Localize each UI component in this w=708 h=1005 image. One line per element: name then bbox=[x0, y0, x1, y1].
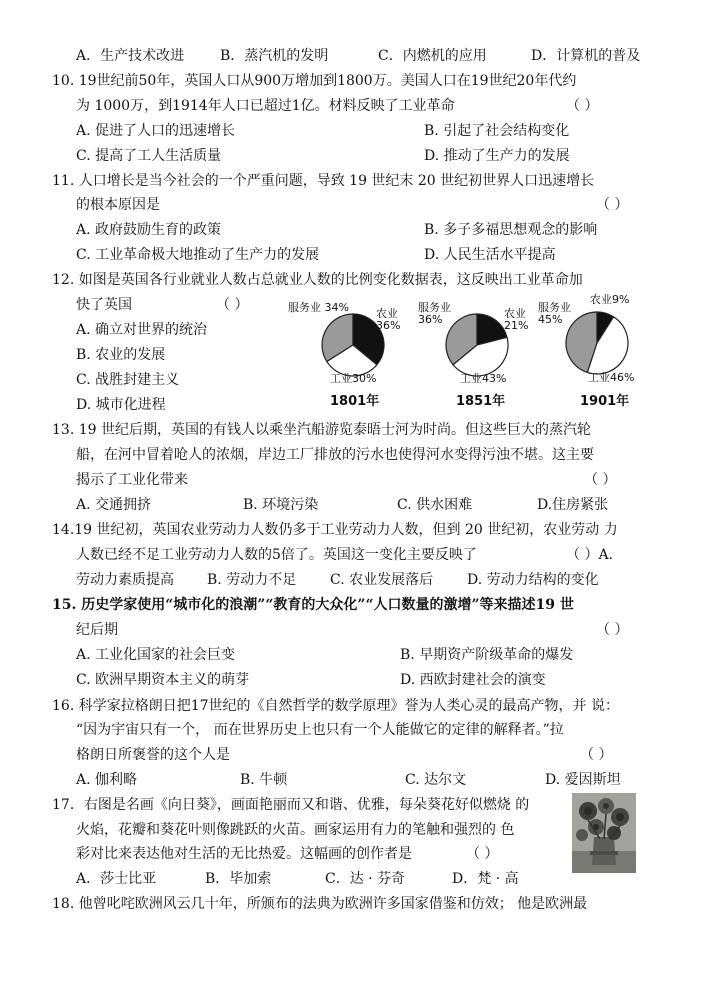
q17-option-c[interactable]: C．达 · 芬奇 bbox=[325, 871, 406, 887]
q12-answer-blank[interactable]: （ ） bbox=[216, 297, 249, 313]
q12-option-d[interactable]: D. 城市化进程 bbox=[76, 397, 166, 413]
q13-option-c[interactable]: C. 供水困难 bbox=[397, 497, 473, 513]
q11-option-b[interactable]: B. 多子多福思想观念的影响 bbox=[424, 222, 598, 238]
q16-option-b[interactable]: B. 牛顿 bbox=[240, 772, 288, 788]
q13-stem-line-2: 船，在河中冒着呛人的浓烟，岸边工厂排放的污水也使得河水变得污浊不堪。这主要 bbox=[76, 447, 594, 463]
q12-stem-line-1: 12. 如图是英国各行业就业人数占总就业人数的比例变化数据表，这反映出工业革命加 bbox=[52, 272, 583, 288]
q18-stem-line-1: 18. 他曾叱咤欧洲风云几十年，所颁布的法典为欧洲许多国家借鉴和仿效； 他是欧洲最 bbox=[52, 896, 588, 912]
pie-label-agri-1901: 农业9% bbox=[590, 293, 630, 306]
q14-stem-line-1: 14.19 世纪初，英国农业劳动力人数仍多于工业劳动力人数，但到 20 世纪初，农业劳动 力 bbox=[52, 522, 618, 538]
q17-stem-line-2: 火焰，花瓣和葵花叶则像跳跃的火苗。画家运用有力的笔触和强烈的 色 bbox=[76, 822, 515, 838]
q15-option-a[interactable]: A. 工业化国家的社会巨变 bbox=[76, 647, 236, 663]
q12-option-b[interactable]: B. 农业的发展 bbox=[76, 347, 166, 363]
q14-option-d[interactable]: D. 劳动力结构的变化 bbox=[467, 572, 599, 588]
q15-answer-blank[interactable]: （ ） bbox=[596, 622, 629, 638]
q13-option-d[interactable]: D.住房紧张 bbox=[537, 497, 609, 513]
q17-stem-line-3: 彩对比来表达他对生活的无比热爱。这幅画的创作者是 bbox=[76, 846, 412, 862]
q11-answer-blank[interactable]: （ ） bbox=[596, 197, 629, 213]
q9-option-c[interactable]: C．内燃机的应用 bbox=[378, 48, 487, 64]
pie-label-agri-1801: 农业 36% bbox=[376, 307, 401, 332]
q11-option-c[interactable]: C. 工业革命极大地推动了生产力的发展 bbox=[76, 247, 320, 263]
pie-label-service-1801: 服务业 34% bbox=[288, 301, 349, 314]
q13-option-b[interactable]: B. 环境污染 bbox=[243, 497, 319, 513]
pie-label-industry-1901: 工业46% bbox=[588, 371, 635, 384]
q10-option-b[interactable]: B. 引起了社会结构变化 bbox=[424, 123, 570, 139]
q11-option-d[interactable]: D. 人民生活水平提高 bbox=[424, 247, 556, 263]
q16-stem-line-2: “因为宇宙只有一个， 而在世界历史上也只有一个人能做它的定律的解释者。”拉 bbox=[76, 722, 564, 738]
q13-answer-blank[interactable]: （ ） bbox=[584, 472, 617, 488]
q13-stem-line-1: 13. 19 世纪后期，英国的有钱人以乘坐汽船游览泰晤士河为时尚。但这些巨大的蒸汽轮 bbox=[52, 422, 591, 438]
pie-label-industry-1851: 工业43% bbox=[460, 372, 507, 385]
q10-option-a[interactable]: A. 促进了人口的迅速增长 bbox=[76, 123, 236, 139]
q17-option-b[interactable]: B．毕加索 bbox=[205, 871, 272, 887]
sunflowers-painting-svg bbox=[572, 793, 636, 873]
q10-stem-line-1: 10. 19世纪前50年，英国人口从900万增加到1800万。美国人口在19世纪20年代约 bbox=[52, 73, 577, 89]
q14-option-c[interactable]: C. 农业发展落后 bbox=[330, 572, 434, 588]
pie-year-1901: 1901年 bbox=[580, 394, 630, 409]
q9-option-b[interactable]: B．蒸汽机的发明 bbox=[220, 48, 329, 64]
pie-chart-1901 bbox=[538, 294, 648, 412]
q9-option-d[interactable]: D．计算机的普及 bbox=[531, 48, 641, 64]
pie-label-agri-1851: 农业 21% bbox=[504, 307, 529, 332]
q11-stem-line-1: 11. 人口增长是当今社会的一个严重问题，导致 19 世纪末 20 世纪初世界人口迅速增长 bbox=[52, 173, 595, 189]
q16-stem-line-1: 16. 科学家拉格朗日把17世纪的《自然哲学的数学原理》誉为人类心灵的最高产物，并 说： bbox=[52, 698, 619, 714]
q17-option-a[interactable]: A．莎士比亚 bbox=[76, 871, 157, 887]
q11-option-a[interactable]: A. 政府鼓励生育的政策 bbox=[76, 222, 222, 238]
pie-chart-1801 bbox=[288, 300, 401, 412]
q16-stem-line-3: 格朗日所褒誉的这个人是 bbox=[76, 747, 230, 763]
q10-answer-blank[interactable]: （ ） bbox=[566, 98, 599, 114]
q12-option-a[interactable]: A. 确立对世界的统治 bbox=[76, 322, 208, 338]
pie-chart-1851 bbox=[418, 300, 528, 412]
q16-option-d[interactable]: D. 爱因斯坦 bbox=[545, 772, 621, 788]
pie-label-industry-1801: 工业30% bbox=[330, 372, 377, 385]
q16-answer-blank[interactable]: （ ） bbox=[580, 747, 613, 763]
pie-label-service-1901: 服务业 45% bbox=[538, 301, 571, 326]
sunflowers-painting-image bbox=[572, 793, 636, 873]
q16-option-a[interactable]: A. 伽利略 bbox=[76, 772, 138, 788]
q14-option-b[interactable]: B. 劳动力不足 bbox=[207, 572, 297, 588]
q12-stem-line-2: 快了英国 bbox=[76, 297, 132, 313]
q14-option-a[interactable]: 劳动力素质提高 bbox=[76, 572, 174, 588]
q15-stem-line-2: 纪后期 bbox=[76, 622, 118, 638]
q14-stem-line-2: 人数已经不足工业劳动力人数的5倍了。英国这一变化主要反映了 bbox=[76, 547, 477, 563]
q13-stem-line-3: 揭示了工业化带来 bbox=[76, 472, 188, 488]
pie-year-1851: 1851年 bbox=[456, 394, 506, 409]
q15-option-c[interactable]: C. 欧洲早期资本主义的萌芽 bbox=[76, 672, 250, 688]
pie-year-1801: 1801年 bbox=[330, 394, 380, 409]
q15-option-d[interactable]: D. 西欧封建社会的演变 bbox=[400, 672, 546, 688]
q11-stem-line-2: 的根本原因是 bbox=[76, 197, 160, 213]
q17-answer-blank[interactable]: （ ） bbox=[466, 846, 499, 862]
q16-option-c[interactable]: C. 达尔文 bbox=[405, 772, 467, 788]
q10-stem-line-2: 为 1000万，到1914年人口已超过1亿。材料反映了工业革命 bbox=[76, 98, 455, 114]
q17-option-d[interactable]: D．梵 · 高 bbox=[452, 871, 519, 887]
q9-option-a[interactable]: A．生产技术改进 bbox=[76, 48, 185, 64]
q12-option-c[interactable]: C. 战胜封建主义 bbox=[76, 372, 180, 388]
q14-answer-blank[interactable]: （ ）A. bbox=[566, 547, 614, 563]
q13-option-a[interactable]: A. 交通拥挤 bbox=[76, 497, 152, 513]
pie-label-service-1851: 服务业 36% bbox=[418, 301, 451, 326]
q10-option-c[interactable]: C. 提高了工人生活质量 bbox=[76, 148, 222, 164]
q10-option-d[interactable]: D. 推动了生产力的发展 bbox=[424, 148, 570, 164]
q17-stem-line-1: 17．右图是名画《向日葵》，画面艳丽而又和谐、优雅，每朵葵花好似燃烧 的 bbox=[52, 797, 530, 813]
q15-stem-line-1: 15. 历史学家使用“城市化的浪潮”“教育的大众化”“人口数量的激增”等来描述19 世 bbox=[52, 597, 574, 613]
q15-option-b[interactable]: B. 早期资产阶级革命的爆发 bbox=[400, 647, 574, 663]
